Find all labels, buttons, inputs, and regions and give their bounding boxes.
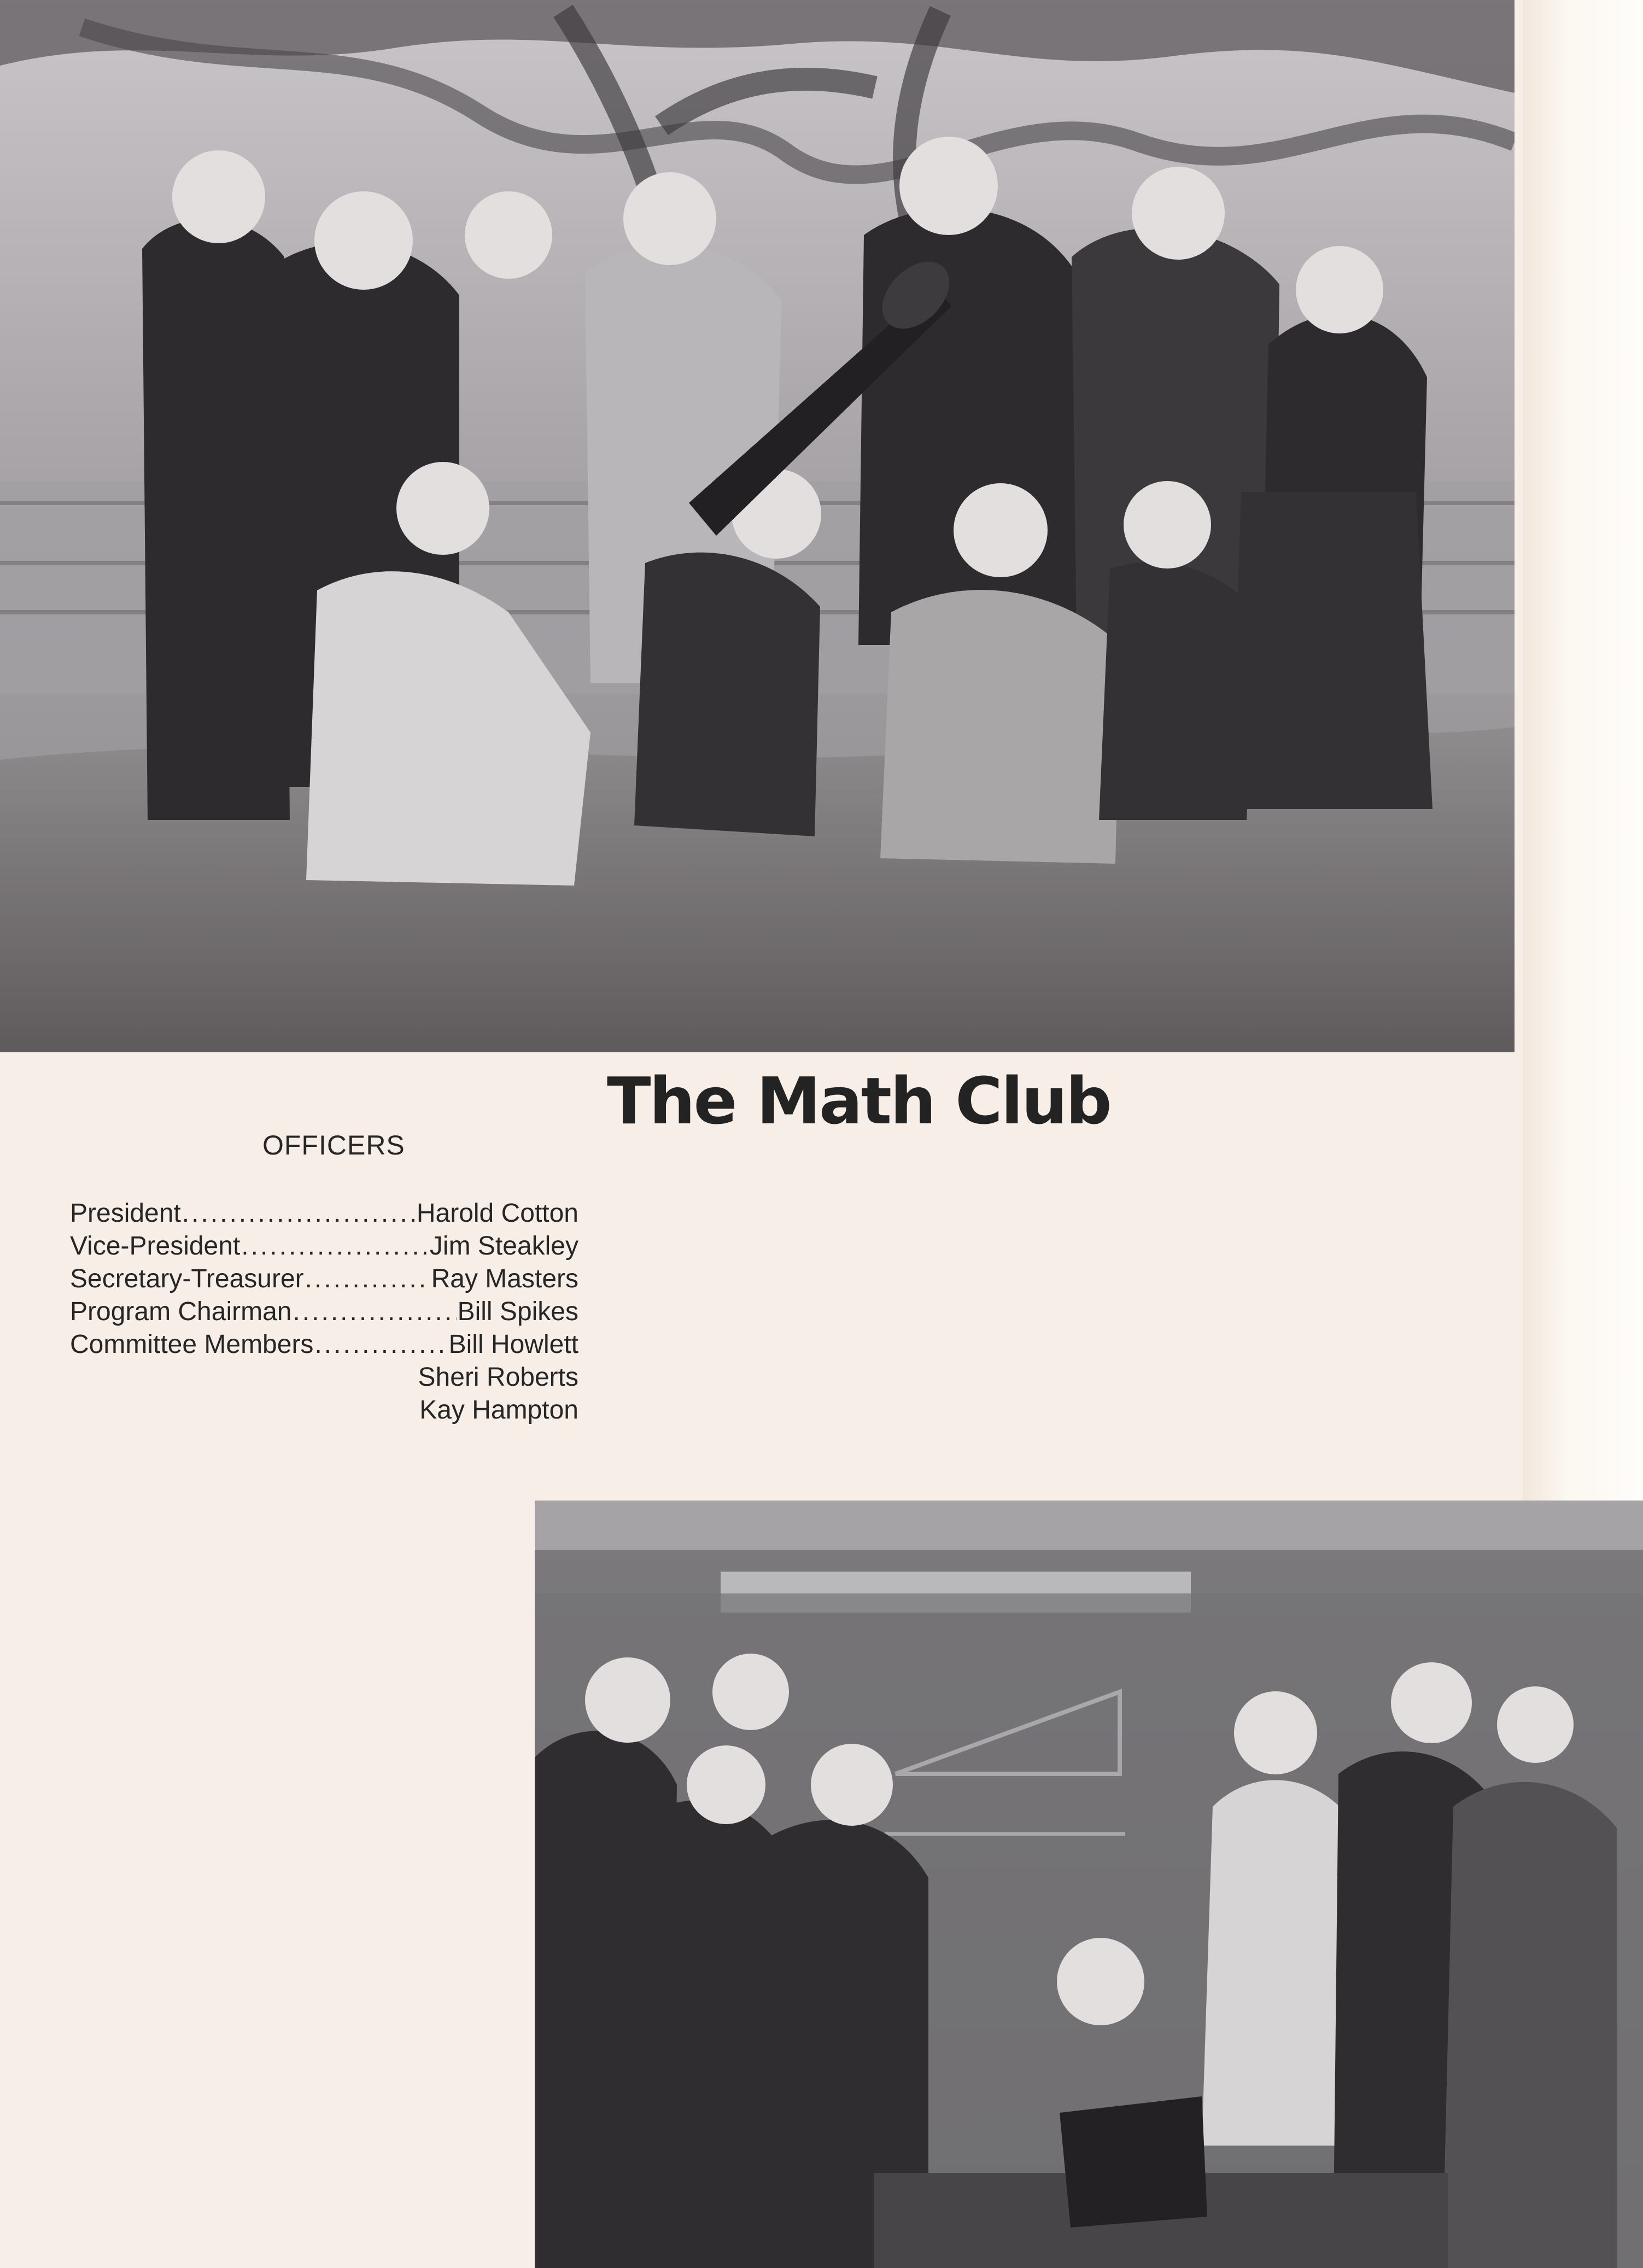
classroom-group-photo (535, 1501, 1643, 2268)
officer-role: Vice-President (70, 1232, 241, 1261)
dot-leader (305, 1263, 430, 1296)
dot-leader (182, 1197, 416, 1230)
officers-heading: OFFICERS (262, 1130, 405, 1161)
page-title: The Math Club (607, 1063, 1110, 1139)
officer-name: Ray Masters (431, 1264, 578, 1293)
officer-row-president (70, 1197, 578, 1230)
officer-row-program-chairman (70, 1296, 578, 1328)
officer-role: President (70, 1199, 181, 1228)
officer-name: Harold Cotton (416, 1199, 578, 1228)
officers-list (70, 1197, 578, 1427)
officer-row-vice-president (70, 1230, 578, 1263)
committee-member-name: Sheri Roberts (418, 1363, 578, 1392)
officer-name: Bill Spikes (457, 1297, 578, 1326)
dot-leader (314, 1328, 447, 1361)
committee-member-name: Kay Hampton (419, 1396, 578, 1425)
officer-name: Jim Steakley (429, 1232, 578, 1261)
officer-row-committee-members (70, 1328, 578, 1361)
officer-role: Program Chairman (70, 1297, 292, 1326)
officer-name: Bill Howlett (448, 1330, 578, 1359)
officer-role: Secretary-Treasurer (70, 1264, 304, 1293)
dot-leader (293, 1296, 456, 1328)
outdoor-group-photo (0, 0, 1515, 1052)
officer-row-secretary-treasurer (70, 1263, 578, 1296)
officer-role: Committee Members (70, 1330, 314, 1359)
dot-leader (241, 1230, 429, 1263)
